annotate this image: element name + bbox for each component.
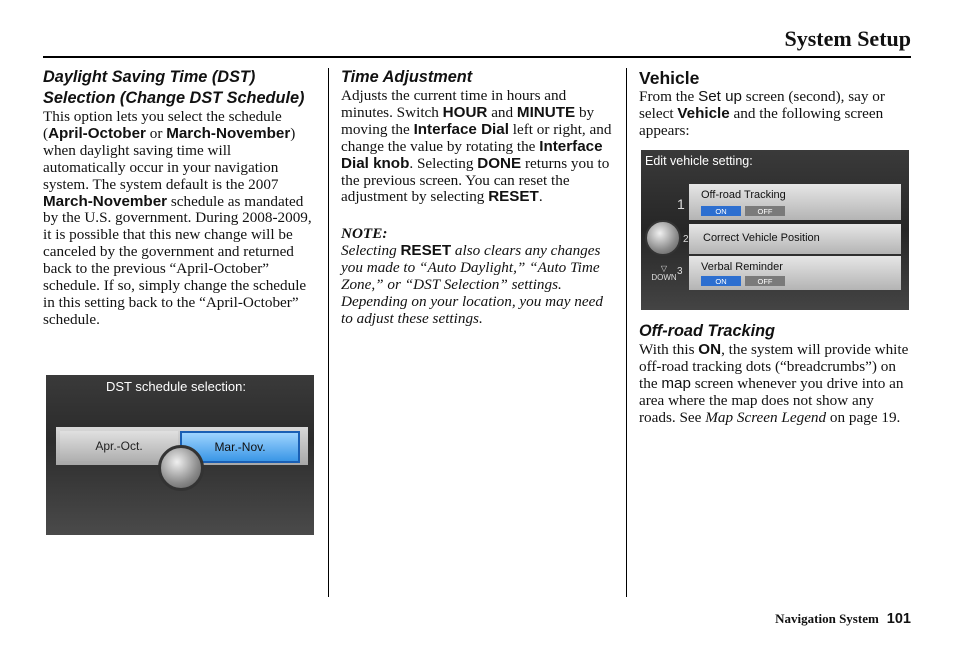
correct-vehicle-position-row[interactable]	[689, 224, 901, 254]
title-rule	[43, 56, 911, 58]
text: returns you to the previous screen. You can reset the adjustment by selecting	[341, 154, 610, 206]
vehicle-heading: Vehicle	[639, 68, 700, 88]
off-road-off-button[interactable]: OFF	[745, 206, 785, 216]
keyword-map: map	[661, 374, 691, 392]
keyword-march-november: March-November	[166, 124, 291, 142]
footer-label: Navigation System	[775, 611, 879, 626]
keyword-set-up: Set up	[698, 88, 742, 105]
row-number-1: 1	[677, 196, 685, 212]
keyword-hour: HOUR	[442, 103, 488, 121]
off-road-paragraph	[639, 342, 911, 427]
off-road-on-button[interactable]: ON	[701, 206, 741, 216]
off-road-tracking-row[interactable]	[689, 184, 901, 220]
correct-vehicle-position-label: Correct Vehicle Position	[703, 232, 820, 244]
dst-screen-image	[46, 375, 314, 535]
verbal-reminder-label: Verbal Reminder	[701, 261, 783, 273]
apr-oct-button[interactable]: Apr.-Oct.	[60, 431, 178, 461]
text: . Selecting	[409, 154, 478, 172]
keyword-interface-dial: Interface Dial	[413, 120, 509, 138]
down-arrow-icon: ▽	[660, 264, 668, 273]
text: and the following screen appears:	[639, 104, 884, 139]
interface-dial-icon	[645, 220, 681, 256]
text: screen whenever you drive into an area where the map does not show any roads. See	[639, 374, 904, 426]
text: ) when daylight saving time will automatically occur in your navigation system. The system default is the 2007	[43, 124, 296, 193]
text: This option lets you select the schedule (	[43, 108, 282, 142]
page-footer	[775, 611, 911, 627]
map-screen-legend-reference: Map Screen Legend	[705, 408, 827, 426]
down-indicator	[651, 264, 677, 282]
time-adjustment-paragraph	[341, 88, 616, 206]
keyword-on: ON	[698, 341, 722, 358]
vehicle-paragraph	[639, 89, 911, 140]
note-paragraph	[341, 243, 616, 328]
text: left or right, and change the value by rotating the	[341, 120, 612, 155]
keyword-april-october: April-October	[48, 124, 146, 142]
column-divider-1	[328, 68, 329, 597]
note-heading: NOTE:	[341, 225, 388, 243]
row-number-2: 2	[683, 234, 689, 245]
vehicle-screen-image	[641, 150, 909, 310]
row-number-3: 3	[677, 266, 683, 277]
text: , the system will provide white off-road tracking dots (“breadcrumbs”) on the	[639, 341, 909, 392]
text: or	[145, 124, 167, 142]
off-road-section	[639, 321, 911, 427]
keyword-reset-note: RESET	[400, 242, 452, 260]
text: .	[538, 188, 543, 206]
column-vehicle	[639, 67, 911, 140]
column-dst	[43, 67, 315, 329]
keyword-done: DONE	[477, 154, 522, 172]
dst-heading: Daylight Saving Time (DST) Selection (Change DST Schedule)	[43, 68, 305, 107]
off-road-heading: Off-road Tracking	[639, 322, 776, 340]
dst-screen-title: DST schedule selection:	[106, 379, 246, 394]
text: schedule as mandated by the U.S. government. During 2008-2009, it is possible that this new change will be canceled by the government and returned back to the previous “April-October” schedule. If so, simply change the schedule in this setting back to the “April-October” schedule.	[43, 192, 312, 328]
text: screen (second), say or select	[639, 88, 885, 122]
time-adjustment-heading: Time Adjustment	[341, 68, 473, 86]
verbal-on-button[interactable]: ON	[701, 276, 741, 286]
text: on page 19.	[826, 408, 901, 426]
text: From the	[639, 88, 699, 105]
column-time-adjustment	[341, 67, 616, 328]
text: Adjusts the current time in hours and minutes. Switch	[341, 87, 567, 121]
keyword-vehicle: Vehicle	[677, 104, 730, 122]
column-divider-2	[626, 68, 627, 597]
text: by moving the	[341, 103, 595, 138]
text: and	[487, 103, 517, 121]
dst-paragraph	[43, 109, 315, 329]
interface-dial-icon	[158, 445, 204, 491]
page-number: 101	[886, 611, 911, 627]
text: also clears any changes you made to “Auto Daylight,” “Auto Time Zone,” or “DST Selection” settings. Depending on your location, you may need to adjust these settings.	[341, 242, 603, 327]
keyword-march-november-2: March-November	[43, 192, 168, 210]
down-label: DOWN	[651, 273, 677, 282]
page-title: System Setup	[784, 26, 911, 51]
keyword-minute: MINUTE	[516, 103, 576, 121]
verbal-off-button[interactable]: OFF	[745, 276, 785, 286]
mar-nov-button[interactable]: Mar.-Nov.	[180, 431, 300, 463]
text: Selecting	[341, 242, 401, 260]
keyword-interface-dial-knob: Interface Dial knob	[341, 137, 603, 172]
vehicle-screen-title: Edit vehicle setting:	[645, 154, 753, 168]
verbal-reminder-row[interactable]	[689, 256, 901, 290]
keyword-reset: RESET	[488, 188, 539, 206]
text: With this	[639, 341, 699, 358]
off-road-tracking-label: Off-road Tracking	[701, 189, 786, 201]
